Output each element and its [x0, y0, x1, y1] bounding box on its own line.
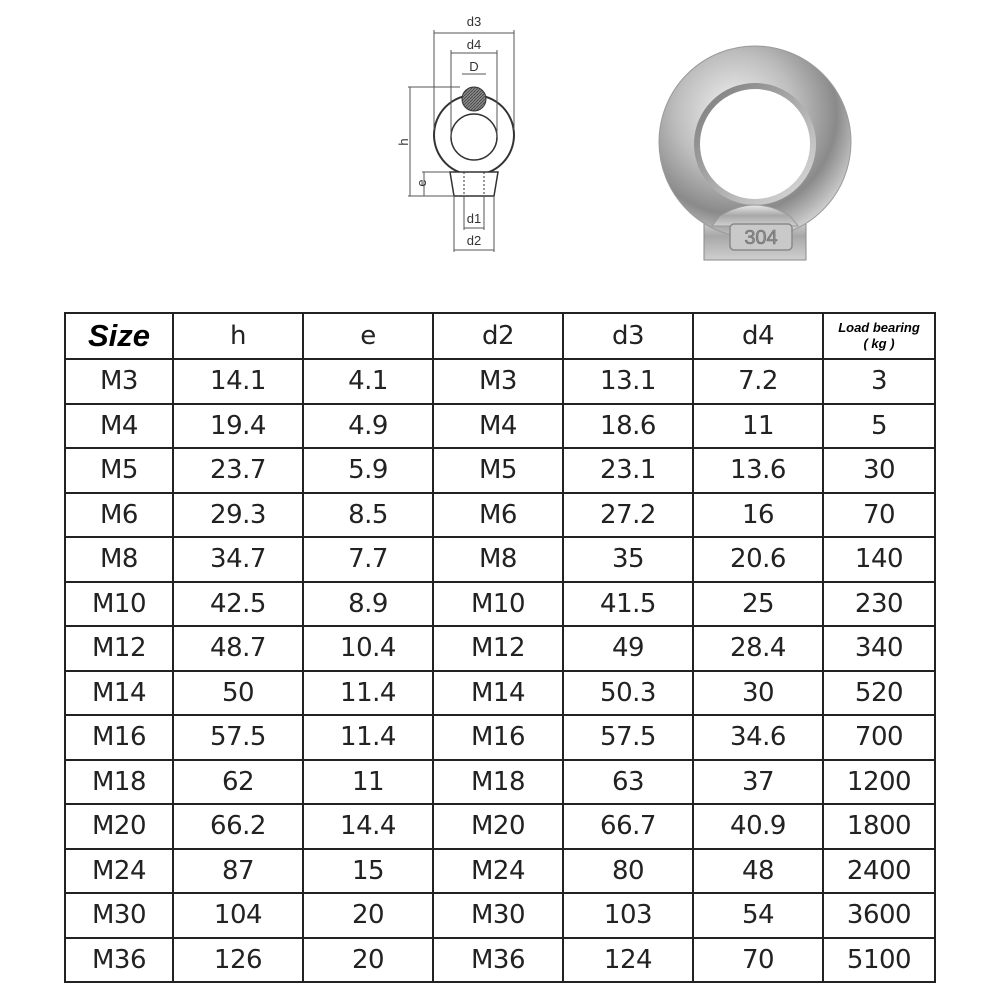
cell-size: M8	[65, 537, 173, 582]
cell-e: 4.1	[303, 359, 433, 404]
cell-load: 230	[823, 582, 935, 627]
ring-inner-outline	[451, 114, 497, 160]
cell-size: M12	[65, 626, 173, 671]
cell-d4: 40.9	[693, 804, 823, 849]
cell-size: M4	[65, 404, 173, 449]
cell-d4: 11	[693, 404, 823, 449]
cell-size: M6	[65, 493, 173, 538]
cell-e: 14.4	[303, 804, 433, 849]
label-e: e	[414, 179, 429, 187]
cell-d4: 7.2	[693, 359, 823, 404]
table-row	[65, 849, 935, 894]
cell-load: 520	[823, 671, 935, 716]
cell-d2: M20	[433, 804, 563, 849]
ring-hole	[697, 86, 813, 202]
cell-size: M30	[65, 893, 173, 938]
eye-nut-dimension-drawing	[380, 0, 600, 275]
cell-size: M36	[65, 938, 173, 983]
header-load-line2: ( kg )	[863, 336, 895, 351]
ring-section-hatch	[462, 87, 486, 111]
cell-h: 104	[173, 893, 303, 938]
cell-d3: 27.2	[563, 493, 693, 538]
cell-d4: 37	[693, 760, 823, 805]
cell-d2: M30	[433, 893, 563, 938]
cell-e: 4.9	[303, 404, 433, 449]
table-row	[65, 493, 935, 538]
header-size: Size	[65, 313, 173, 359]
cell-d2: M36	[433, 938, 563, 983]
cell-h: 29.3	[173, 493, 303, 538]
cell-load: 5100	[823, 938, 935, 983]
cell-d3: 18.6	[563, 404, 693, 449]
cell-e: 15	[303, 849, 433, 894]
cell-load: 140	[823, 537, 935, 582]
header-load-bearing	[823, 313, 935, 359]
header-load-line1: Load bearing	[838, 320, 920, 335]
table-row	[65, 582, 935, 627]
cell-load: 5	[823, 404, 935, 449]
cell-d3: 57.5	[563, 715, 693, 760]
cell-h: 66.2	[173, 804, 303, 849]
label-D: D	[469, 59, 479, 74]
cell-e: 11.4	[303, 671, 433, 716]
cell-d2: M24	[433, 849, 563, 894]
cell-e: 8.9	[303, 582, 433, 627]
cell-d3: 66.7	[563, 804, 693, 849]
table-row	[65, 760, 935, 805]
cell-e: 5.9	[303, 448, 433, 493]
cell-load: 70	[823, 493, 935, 538]
cell-d4: 70	[693, 938, 823, 983]
cell-size: M5	[65, 448, 173, 493]
cell-d2: M4	[433, 404, 563, 449]
header-d3: d3	[563, 313, 693, 359]
table-row	[65, 715, 935, 760]
cell-d3: 103	[563, 893, 693, 938]
cell-d2: M3	[433, 359, 563, 404]
cell-e: 7.7	[303, 537, 433, 582]
cell-load: 700	[823, 715, 935, 760]
cell-h: 23.7	[173, 448, 303, 493]
cell-d4: 28.4	[693, 626, 823, 671]
cell-size: M24	[65, 849, 173, 894]
cell-h: 19.4	[173, 404, 303, 449]
cell-d2: M5	[433, 448, 563, 493]
cell-h: 57.5	[173, 715, 303, 760]
cell-d4: 25	[693, 582, 823, 627]
cell-d2: M18	[433, 760, 563, 805]
cell-h: 87	[173, 849, 303, 894]
table-row	[65, 404, 935, 449]
cell-d3: 23.1	[563, 448, 693, 493]
table-row	[65, 537, 935, 582]
cell-d2: M14	[433, 671, 563, 716]
cell-e: 10.4	[303, 626, 433, 671]
cell-d3: 63	[563, 760, 693, 805]
cell-d4: 48	[693, 849, 823, 894]
cell-d4: 13.6	[693, 448, 823, 493]
cell-d3: 49	[563, 626, 693, 671]
table-row	[65, 893, 935, 938]
label-d1: d1	[466, 211, 482, 226]
cell-d4: 16	[693, 493, 823, 538]
cell-d3: 41.5	[563, 582, 693, 627]
table-row	[65, 671, 935, 716]
cell-e: 20	[303, 893, 433, 938]
cell-h: 34.7	[173, 537, 303, 582]
cell-load: 2400	[823, 849, 935, 894]
cell-d3: 13.1	[563, 359, 693, 404]
cell-d2: M8	[433, 537, 563, 582]
header-d2: d2	[433, 313, 563, 359]
cell-size: M10	[65, 582, 173, 627]
cell-size: M3	[65, 359, 173, 404]
label-d4: d4	[466, 37, 482, 52]
eye-nut-illustration	[630, 44, 880, 274]
table-body	[65, 359, 935, 982]
table-header-row	[65, 313, 935, 359]
label-d2: d2	[466, 233, 482, 248]
cell-size: M14	[65, 671, 173, 716]
cell-d2: M16	[433, 715, 563, 760]
eye-nut-product-image	[630, 44, 880, 274]
cell-size: M16	[65, 715, 173, 760]
cell-d2: M12	[433, 626, 563, 671]
eye-nut-spec-table	[64, 312, 936, 983]
label-h: h	[396, 138, 411, 146]
cell-h: 42.5	[173, 582, 303, 627]
dimension-diagram	[380, 0, 600, 275]
cell-d3: 35	[563, 537, 693, 582]
stamp-304: 304	[744, 227, 778, 249]
table-row	[65, 359, 935, 404]
cell-d2: M10	[433, 582, 563, 627]
cell-e: 11.4	[303, 715, 433, 760]
header-h: h	[173, 313, 303, 359]
cell-size: M18	[65, 760, 173, 805]
cell-h: 14.1	[173, 359, 303, 404]
cell-d4: 30	[693, 671, 823, 716]
table-row	[65, 938, 935, 983]
label-d3: d3	[466, 14, 482, 29]
table-row	[65, 448, 935, 493]
nut-base-outline	[450, 172, 498, 196]
cell-load: 3600	[823, 893, 935, 938]
cell-d4: 54	[693, 893, 823, 938]
cell-load: 3	[823, 359, 935, 404]
table-row	[65, 804, 935, 849]
cell-size: M20	[65, 804, 173, 849]
header-d4: d4	[693, 313, 823, 359]
cell-e: 11	[303, 760, 433, 805]
cell-h: 50	[173, 671, 303, 716]
cell-load: 1200	[823, 760, 935, 805]
cell-d3: 80	[563, 849, 693, 894]
cell-e: 8.5	[303, 493, 433, 538]
cell-d3: 50.3	[563, 671, 693, 716]
cell-d4: 34.6	[693, 715, 823, 760]
cell-h: 62	[173, 760, 303, 805]
cell-e: 20	[303, 938, 433, 983]
cell-d3: 124	[563, 938, 693, 983]
cell-load: 1800	[823, 804, 935, 849]
header-e: e	[303, 313, 433, 359]
cell-d2: M6	[433, 493, 563, 538]
cell-h: 48.7	[173, 626, 303, 671]
cell-load: 340	[823, 626, 935, 671]
table-row	[65, 626, 935, 671]
cell-load: 30	[823, 448, 935, 493]
cell-d4: 20.6	[693, 537, 823, 582]
cell-h: 126	[173, 938, 303, 983]
